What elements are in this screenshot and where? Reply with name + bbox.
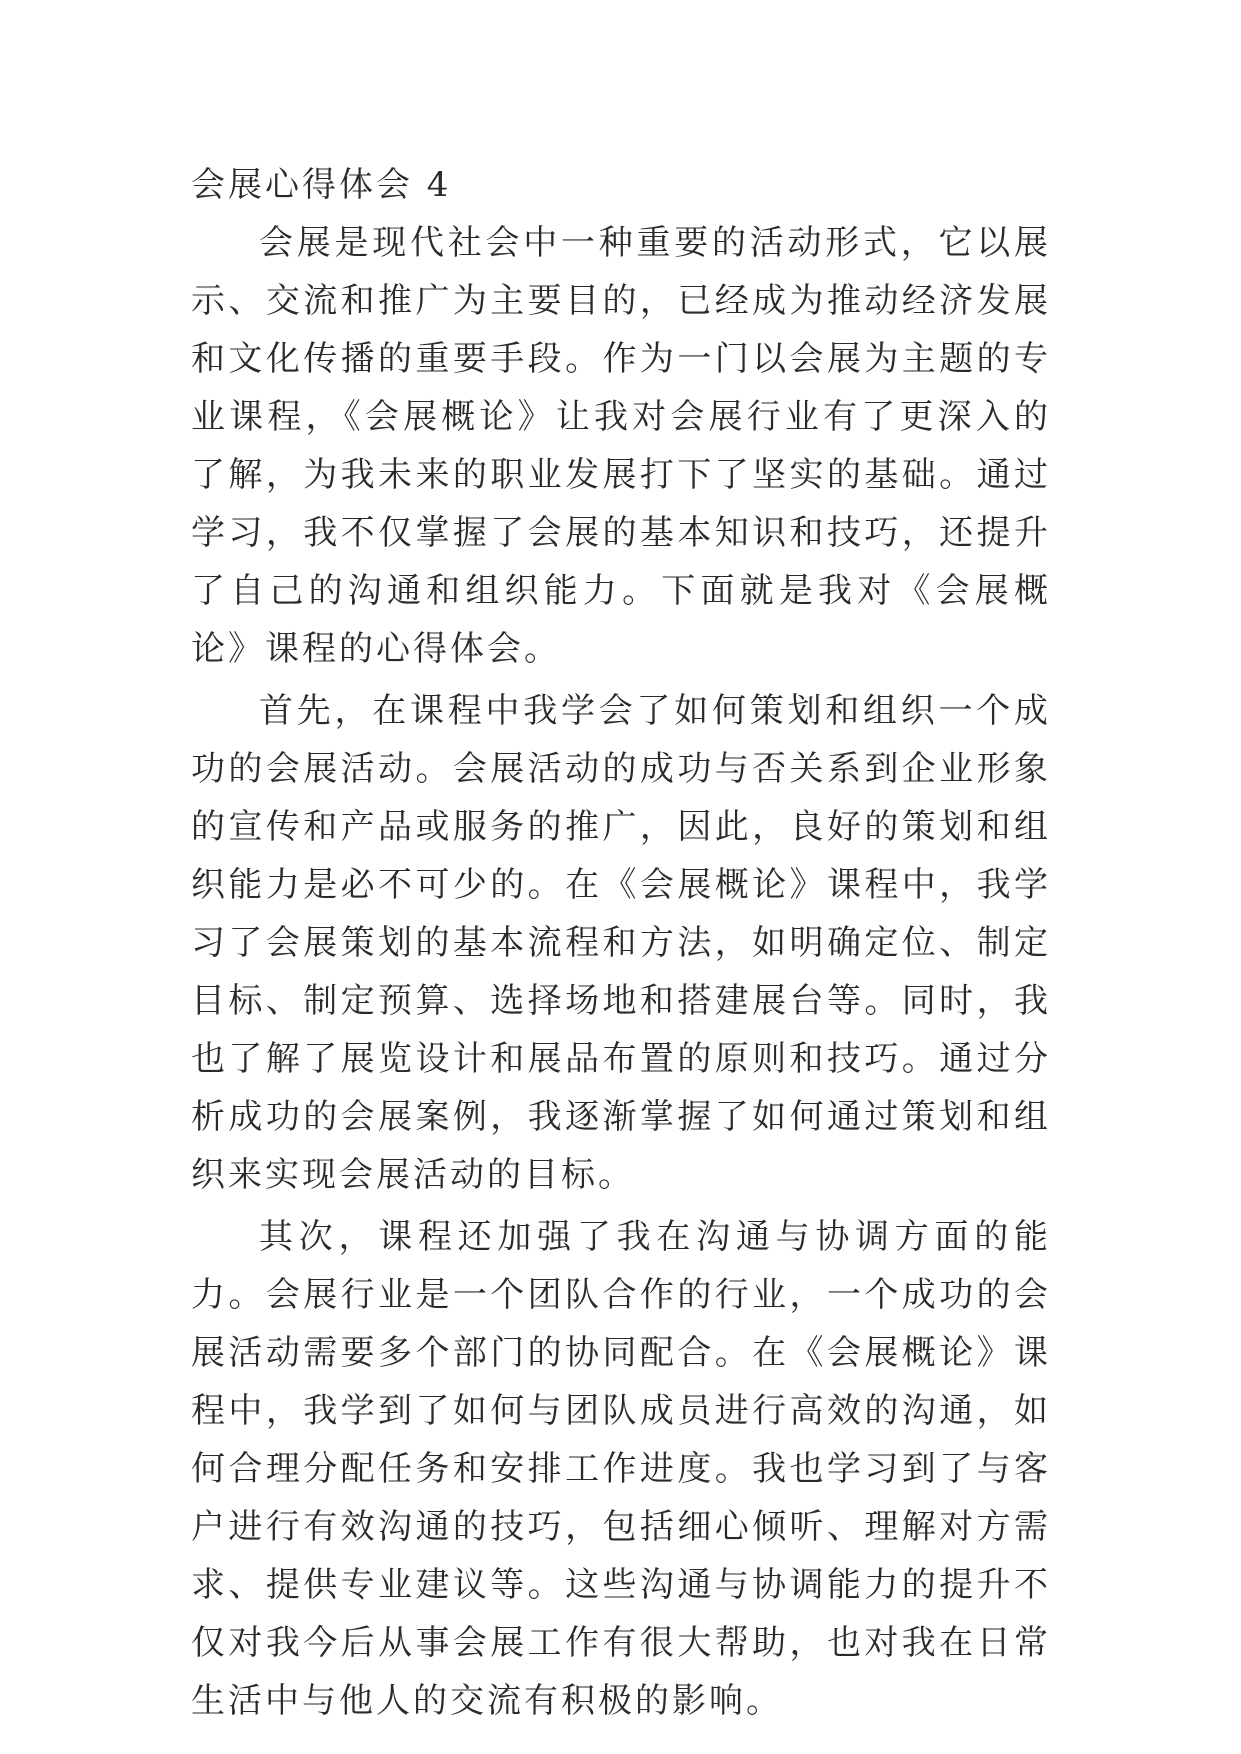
document-title: 会展心得体会 4 bbox=[191, 165, 452, 205]
document-body bbox=[191, 156, 1051, 1734]
paragraph-planning: 首先，在课程中我学会了如何策划和组织一个成功的会展活动。会展活动的成功与否关系到企业形象的宣传和产品或服务的推广，因此，良好的策划和组织能力是必不可少的。在《会展概论》课程中，我学习了会展策划的基本流程和方法，如明确定位、制定目标、制定预算、选择场地和搭建展台等。同时，我也了解了展览设计和展品布置的原则和技巧。通过分析成功的会展案例，我逐渐掌握了如何通过策划和组织来实现会展活动的目标。 bbox=[191, 691, 1051, 1195]
paragraph-intro: 会展是现代社会中一种重要的活动形式，它以展示、交流和推广为主要目的，已经成为推动经济发展和文化传播的重要手段。作为一门以会展为主题的专业课程，《会展概论》让我对会展行业有了更深入的了解，为我未来的职业发展打下了坚实的基础。通过学习，我不仅掌握了会展的基本知识和技巧，还提升了自己的沟通和组织能力。下面就是我对《会展概论》课程的心得体会。 bbox=[191, 223, 1051, 669]
paragraph-communication: 其次，课程还加强了我在沟通与协调方面的能力。会展行业是一个团队合作的行业，一个成功的会展活动需要多个部门的协同配合。在《会展概论》课程中，我学到了如何与团队成员进行高效的沟通，如何合理分配任务和安排工作进度。我也学习到了与客户进行有效沟通的技巧，包括细心倾听、理解对方需求、提供专业建议等。这些沟通与协调能力的提升不仅对我今后从事会展工作有很大帮助，也对我在日常生活中与他人的交流有积极的影响。 bbox=[191, 1217, 1051, 1721]
